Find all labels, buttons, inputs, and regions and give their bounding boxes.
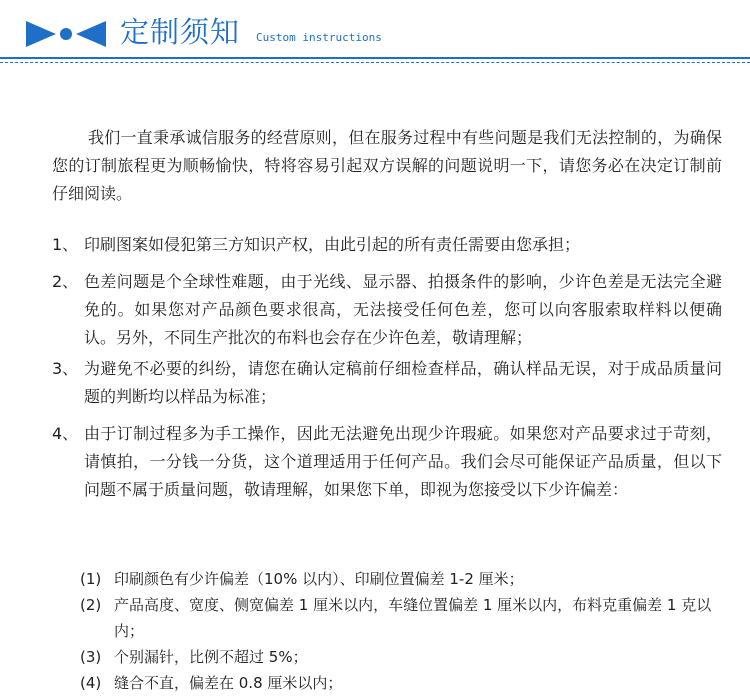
list-item-text: 由于订制过程多为手工操作，因此无法避免出现少许瑕疵。如果您对产品要求过于苛刻，请慎拍，一分钱一分货，这个道理适用于任何产品。我们会尽可能保证产品质量，但以下问题不属于质量问题，敬请理解，如果您下单，即视为您接受以下少许偏差：: [84, 424, 722, 499]
bowtie-icon: [26, 21, 106, 47]
sub-list-item-text: 缝合不直，偏差在 0.8 厘米以内；: [114, 674, 343, 692]
list-item-text: 色差问题是个全球性难题，由于光线、显示器、拍摄条件的影响，少许色差是无法完全避免的。如果您对产品颜色要求很高，无法接受任何色差，您可以向客服索取样料以便确认。另外，不同生产批次的布料也会存在少许色差，敬请理解；: [84, 272, 722, 347]
list-item-text: 印刷图案如侵犯第三方知识产权，由此引起的所有责任需要由您承担；: [84, 235, 581, 254]
section-subtitle: Custom instructions: [256, 31, 382, 44]
intro-text: 我们一直秉承诚信服务的经营原则，但在服务过程中有些问题是我们无法控制的，为确保您的订制旅程更为顺畅愉快，特将容易引起双方误解的问题说明一下，请您务必在决定订制前仔细阅读。: [52, 128, 722, 203]
sub-list-item-number: (1): [80, 570, 102, 588]
sub-list-item: [80, 566, 720, 592]
sub-list-item: [80, 592, 720, 644]
list-item-number: 1、: [52, 235, 79, 254]
list-item-number: 2、: [52, 272, 79, 291]
sub-list-item-text: 印刷颜色有少许偏差（10% 以内）、印刷位置偏差 1-2 厘米；: [114, 570, 524, 588]
sub-list-item: [80, 670, 720, 696]
sub-list-item-number: (2): [80, 596, 102, 614]
header-divider-dashed: [0, 62, 750, 63]
sub-list-item-number: (4): [80, 674, 102, 692]
list-item: [52, 420, 722, 504]
list-item-number: 4、: [52, 424, 79, 443]
header-divider-solid: [0, 57, 750, 59]
sub-list-item-number: (3): [80, 648, 102, 666]
list-item: [52, 355, 722, 411]
sub-list-item-text: 个别漏针，比例不超过 5%；: [114, 648, 308, 666]
list-item: [52, 268, 722, 352]
section-title: 定制须知: [120, 15, 241, 49]
sub-list-item-text: 产品高度、宽度、侧宽偏差 1 厘米以内，车缝位置偏差 1 厘米以内，布料克重偏差 1 克以内；: [114, 596, 712, 640]
sub-list-item: [80, 644, 720, 670]
list-item-number: 3、: [52, 359, 79, 378]
list-item: [52, 231, 722, 259]
section-header: [0, 0, 750, 66]
list-item-text: 为避免不必要的纠纷，请您在确认定稿前仔细检查样品，确认样品无误，对于成品质量问题的判断均以样品为标准；: [84, 359, 722, 406]
intro-paragraph: [52, 124, 722, 208]
